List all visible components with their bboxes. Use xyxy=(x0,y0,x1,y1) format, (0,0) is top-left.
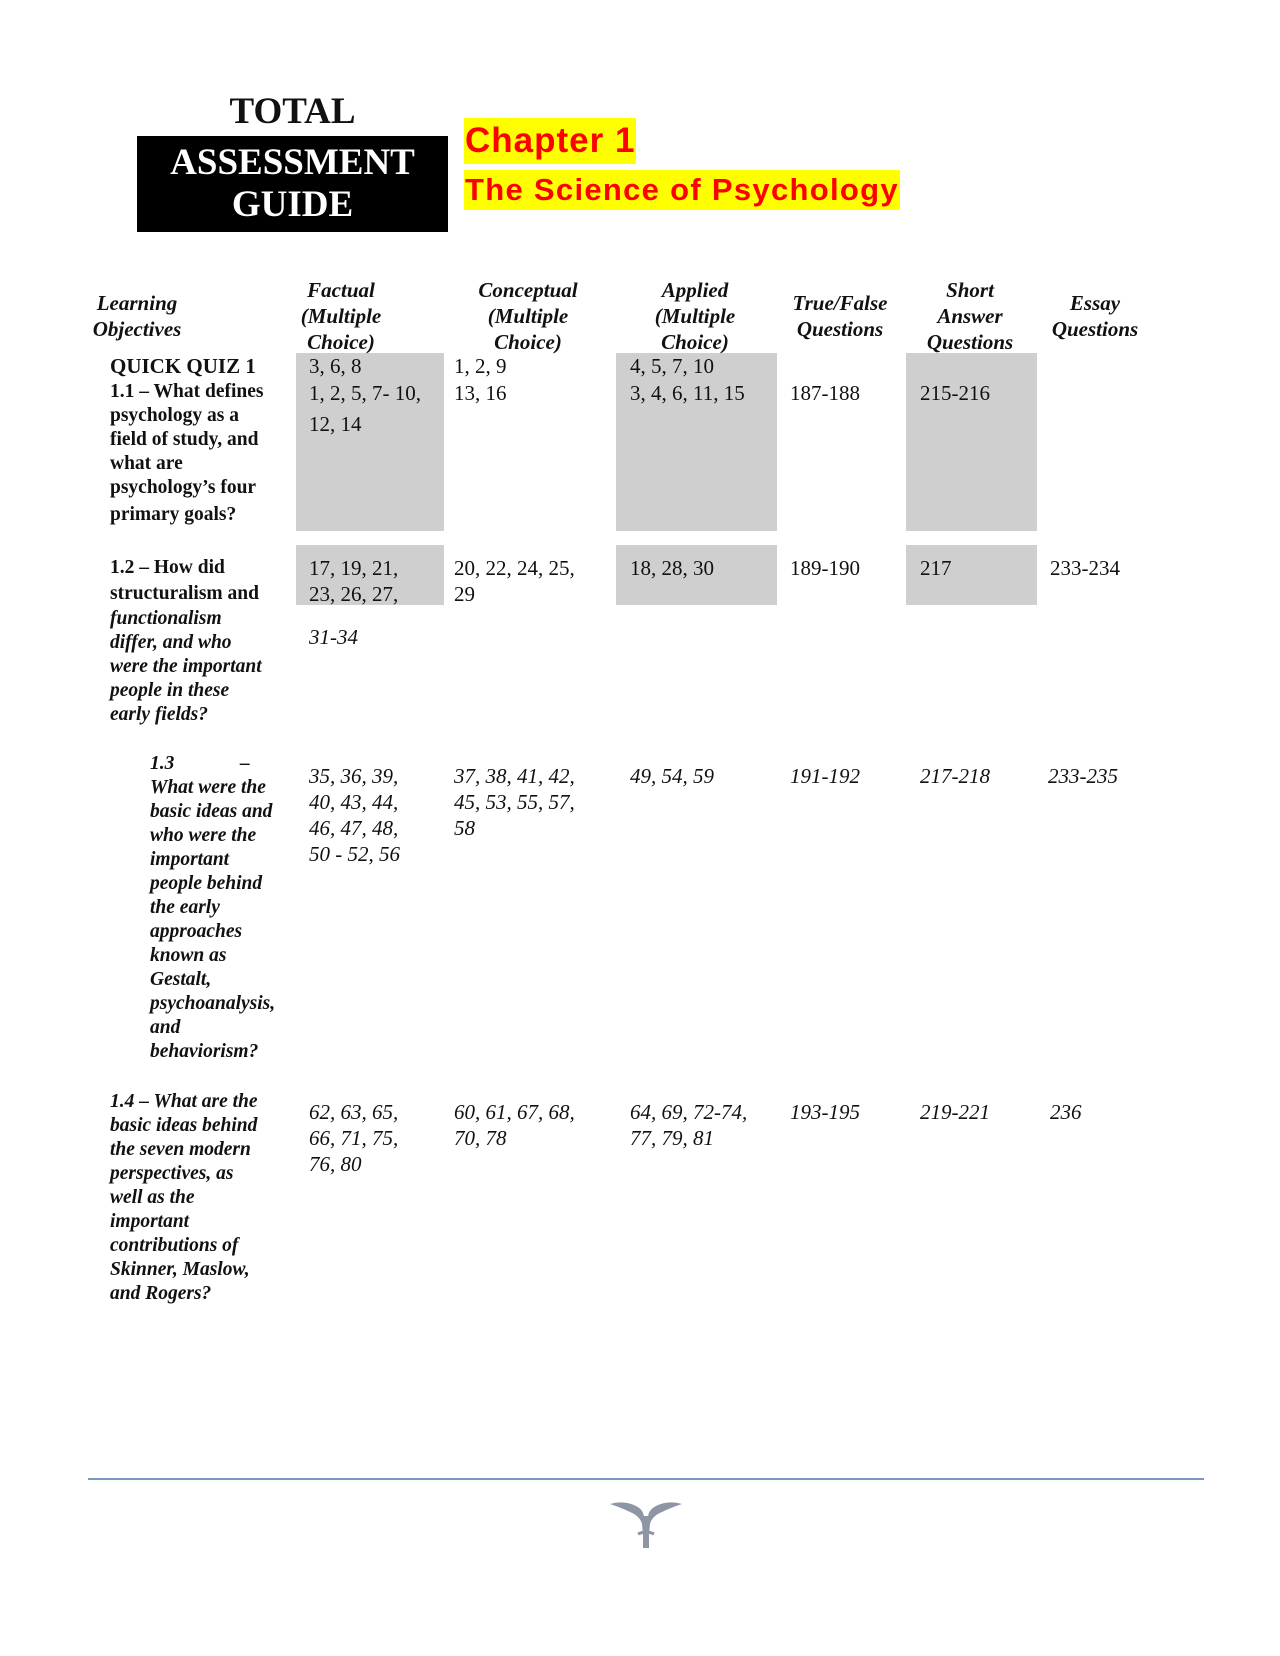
quick-quiz-conceptual: 1, 2, 9 xyxy=(454,354,507,378)
r1-2-conceptual: 20, 22, 24, 25, 29 xyxy=(454,556,575,606)
quick-quiz-label: QUICK QUIZ 1 xyxy=(110,354,256,378)
chapter-number: Chapter 1 xyxy=(464,118,636,164)
quick-quiz-factual: 3, 6, 8 xyxy=(309,354,362,378)
r1-1-factual: 1, 2, 5, 7- 10, 12, 14 xyxy=(309,381,421,436)
objective-1-1: 1.1 – What defines psychology as a field of study, and what are psychology’s four primary goals? xyxy=(110,381,264,525)
r1-1-truefalse: 187-188 xyxy=(790,381,860,405)
chapter-title: The Science of Psychology xyxy=(464,170,900,210)
col-header-applied: Applied (Multiple Choice) xyxy=(654,278,736,354)
objective-1-3: What were the basic ideas and who were the important people behind the early approaches known as Gestalt, psychoanalysis, and behaviorism? xyxy=(150,777,276,1062)
r1-1-applied: 3, 4, 6, 11, 15 xyxy=(630,381,745,405)
r1-4-applied: 64, 69, 72-74, 77, 79, 81 xyxy=(630,1100,748,1150)
objective-1-2-italic: functionalism differ, and who were the important people in these early fields? xyxy=(110,608,262,725)
quick-quiz-applied: 4, 5, 7, 10 xyxy=(630,354,714,378)
objective-1-3-dash: – xyxy=(240,753,250,774)
r1-4-short: 219-221 xyxy=(920,1100,990,1124)
total-heading: TOTAL xyxy=(229,91,356,132)
r1-2-truefalse: 189-190 xyxy=(790,556,860,580)
r1-4-essay: 236 xyxy=(1050,1100,1082,1124)
assessment-guide-banner xyxy=(137,136,448,232)
r1-3-applied: 49, 54, 59 xyxy=(630,764,714,788)
assessment-word: ASSESSMENT xyxy=(170,142,415,183)
col-header-factual: Factual (Multiple Choice) xyxy=(300,278,382,354)
guide-word: GUIDE xyxy=(231,184,354,225)
r1-2-short: 217 xyxy=(920,556,952,580)
objective-1-4: 1.4 – What are the basic ideas behind the seven modern perspectives, as well as the important contributions of Skinner, Maslow, and Rogers? xyxy=(110,1091,258,1304)
r1-3-short: 217-218 xyxy=(920,764,990,788)
col-header-essay: Essay Questions xyxy=(1051,291,1139,341)
r1-3-essay: 233-235 xyxy=(1048,764,1118,788)
r1-3-conceptual: 37, 38, 41, 42, 45, 53, 55, 57, 58 xyxy=(454,764,575,840)
footer-divider xyxy=(88,1478,1204,1480)
objective-1-2: 1.2 – How did structuralism and xyxy=(110,557,259,604)
r1-1-conceptual: 13, 16 xyxy=(454,381,507,405)
col-header-short: Short Answer Questions xyxy=(926,278,1014,354)
r1-4-factual: 62, 63, 65, 66, 71, 75, 76, 80 xyxy=(309,1100,399,1176)
r1-4-truefalse: 193-195 xyxy=(790,1100,860,1124)
r1-2-factual-extra: 31-34 xyxy=(309,625,358,649)
r1-4-conceptual: 60, 61, 67, 68, 70, 78 xyxy=(454,1100,575,1150)
r1-1-short: 215-216 xyxy=(920,381,990,405)
col-header-conceptual: Conceptual (Multiple Choice) xyxy=(478,278,578,354)
r1-3-factual: 35, 36, 39, 40, 43, 44, 46, 47, 48, 50 - 52, 56 xyxy=(309,764,400,866)
r1-3-truefalse: 191-192 xyxy=(790,764,860,788)
objective-1-3-number: 1.3 xyxy=(150,753,175,774)
seedling-logo-icon xyxy=(608,1496,684,1548)
col-header-objectives: Learning Objectives xyxy=(92,291,182,341)
r1-2-essay: 233-234 xyxy=(1050,556,1120,580)
r1-2-factual: 17, 19, 21, 23, 26, 27, xyxy=(309,556,399,606)
col-header-truefalse: True/False Questions xyxy=(792,291,888,341)
r1-2-applied: 18, 28, 30 xyxy=(630,556,714,580)
